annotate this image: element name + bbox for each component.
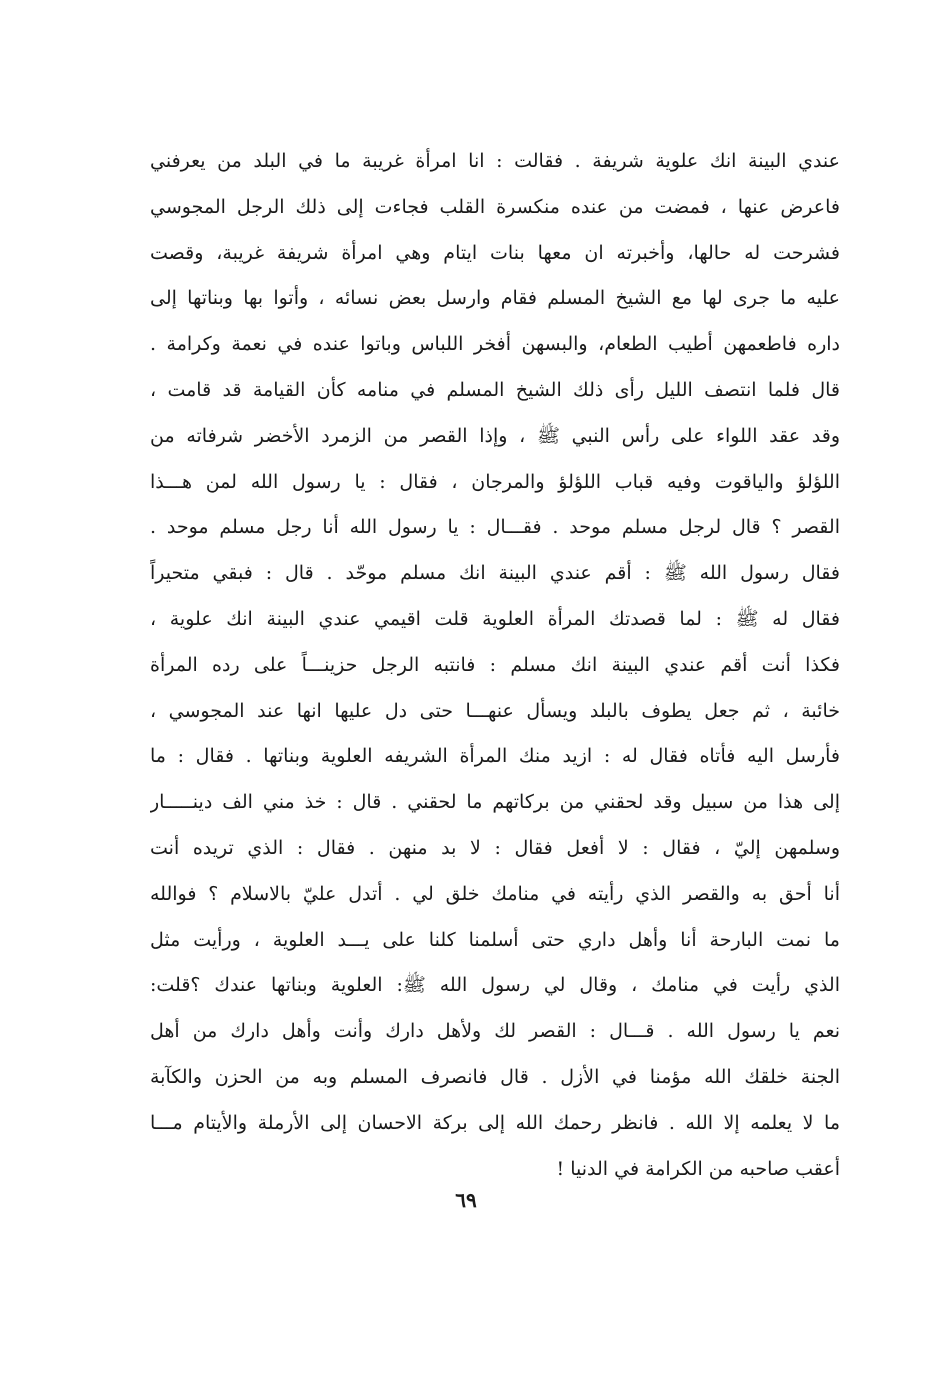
text-line: فشرحت له حالها، وأخبرته ان معها بنات ايتام وهي امرأة شريفة غريبة، وقصت [150, 241, 840, 264]
text-line: فأرسل اليه فأتاه فقال له : ازيد منك المرأة الشريفه العلوية وبناتها . فقال : ما [150, 745, 840, 768]
text-line: الذي رأيت في منامك ، وقال لي رسول الله ﷺ: العلوية وبناتها عندك ؟قلت: [150, 974, 840, 997]
text-line: فكذا أنت أقم عندي البينة انك مسلم : فانتبه الرجل حزينـــاً على رده المرأة [150, 653, 840, 676]
text-line: فقال رسول الله ﷺ : أقم عندي البينة انك مسلم موحّد . قال : فبقي متحيراً [150, 562, 840, 585]
text-line: فاعرض عنها ، فمضت من عنده منكسرة القلب فجاءت إلى ذلك الرجل المجوسي [150, 195, 840, 218]
text-line: عندي البينة انك علوية شريفة . فقالت : انا امرأة غريبة ما في البلد من يعرفني [150, 150, 840, 172]
text-line: إلى هذا من سبيل وقد لحقني من بركاتهم ما لحقني . قال : خذ مني الف دينـــــار [150, 791, 840, 814]
text-line: عليه ما جرى لها مع الشيخ المسلم فقام وارسل بعض نسائه ، وأتوا بها وبناتها إلى [150, 287, 840, 310]
text-line: ما لا يعلمه إلا الله . فانظر رحمك الله إلى بركة الاحسان إلى الأرملة والأيتام مـــا [150, 1111, 840, 1134]
text-line: وسلمهن إليّ ، فقال : لا أفعل فقال : لا بد منهن . فقال : الذي تريده أنت [150, 836, 840, 859]
text-line: خائبة ، ثم جعل يطوف بالبلد ويسأل عنهـــا حتى دل عليها انها عند المجوسي ، [150, 699, 840, 722]
page-number: ٦٩ [455, 1188, 477, 1212]
text-line: نعم يا رسول الله . قـــال : القصر لك ولأهل دارك وأنت وأهل دارك من أهل [150, 1020, 840, 1043]
text-line: ما نمت البارحة أنا وأهل داري حتى أسلمنا كلنا على يـــد العلوية ، ورأيت مثل [150, 928, 840, 951]
text-line: أنا أحق به والقصر الذي رأيته في منامك خلق لي . أتدل عليّ بالاسلام ؟ فوالله [150, 882, 840, 905]
text-line: وقد عقد اللواء على رأس النبي ﷺ ، وإذا القصر من الزمرد الأخضر شرفاته من [150, 424, 840, 447]
text-line: اللؤلؤ والياقوت وفيه قباب اللؤلؤ والمرجان ، فقال : يا رسول الله لمن هـــذا [150, 470, 840, 493]
text-line: قال فلما انتصف الليل رأى ذلك الشيخ المسلم في منامه كأن القيامة قد قامت ، [150, 378, 840, 401]
text-line: أعقب صاحبه من الكرامة في الدنيا ! [556, 1157, 840, 1180]
text-line: القصر ؟ قال لرجل مسلم موحد . فقـــال : يا رسول الله أنا رجل مسلم موحد . [150, 516, 840, 539]
text-line: داره فاطعمهن أطيب الطعام، والبسهن أفخر اللباس وباتوا عنده في نعمة وكرامة . [150, 333, 840, 356]
body-text [150, 146, 840, 1199]
text-line: الجنة خلقك الله مؤمنا في الأزل . قال فانصرف المسلم وبه من الحزن والكآبة [150, 1065, 840, 1088]
text-line: فقال له ﷺ : لما قصدتك المرأة العلوية قلت اقيمي عندي البينة انك علوية ، [150, 607, 840, 630]
